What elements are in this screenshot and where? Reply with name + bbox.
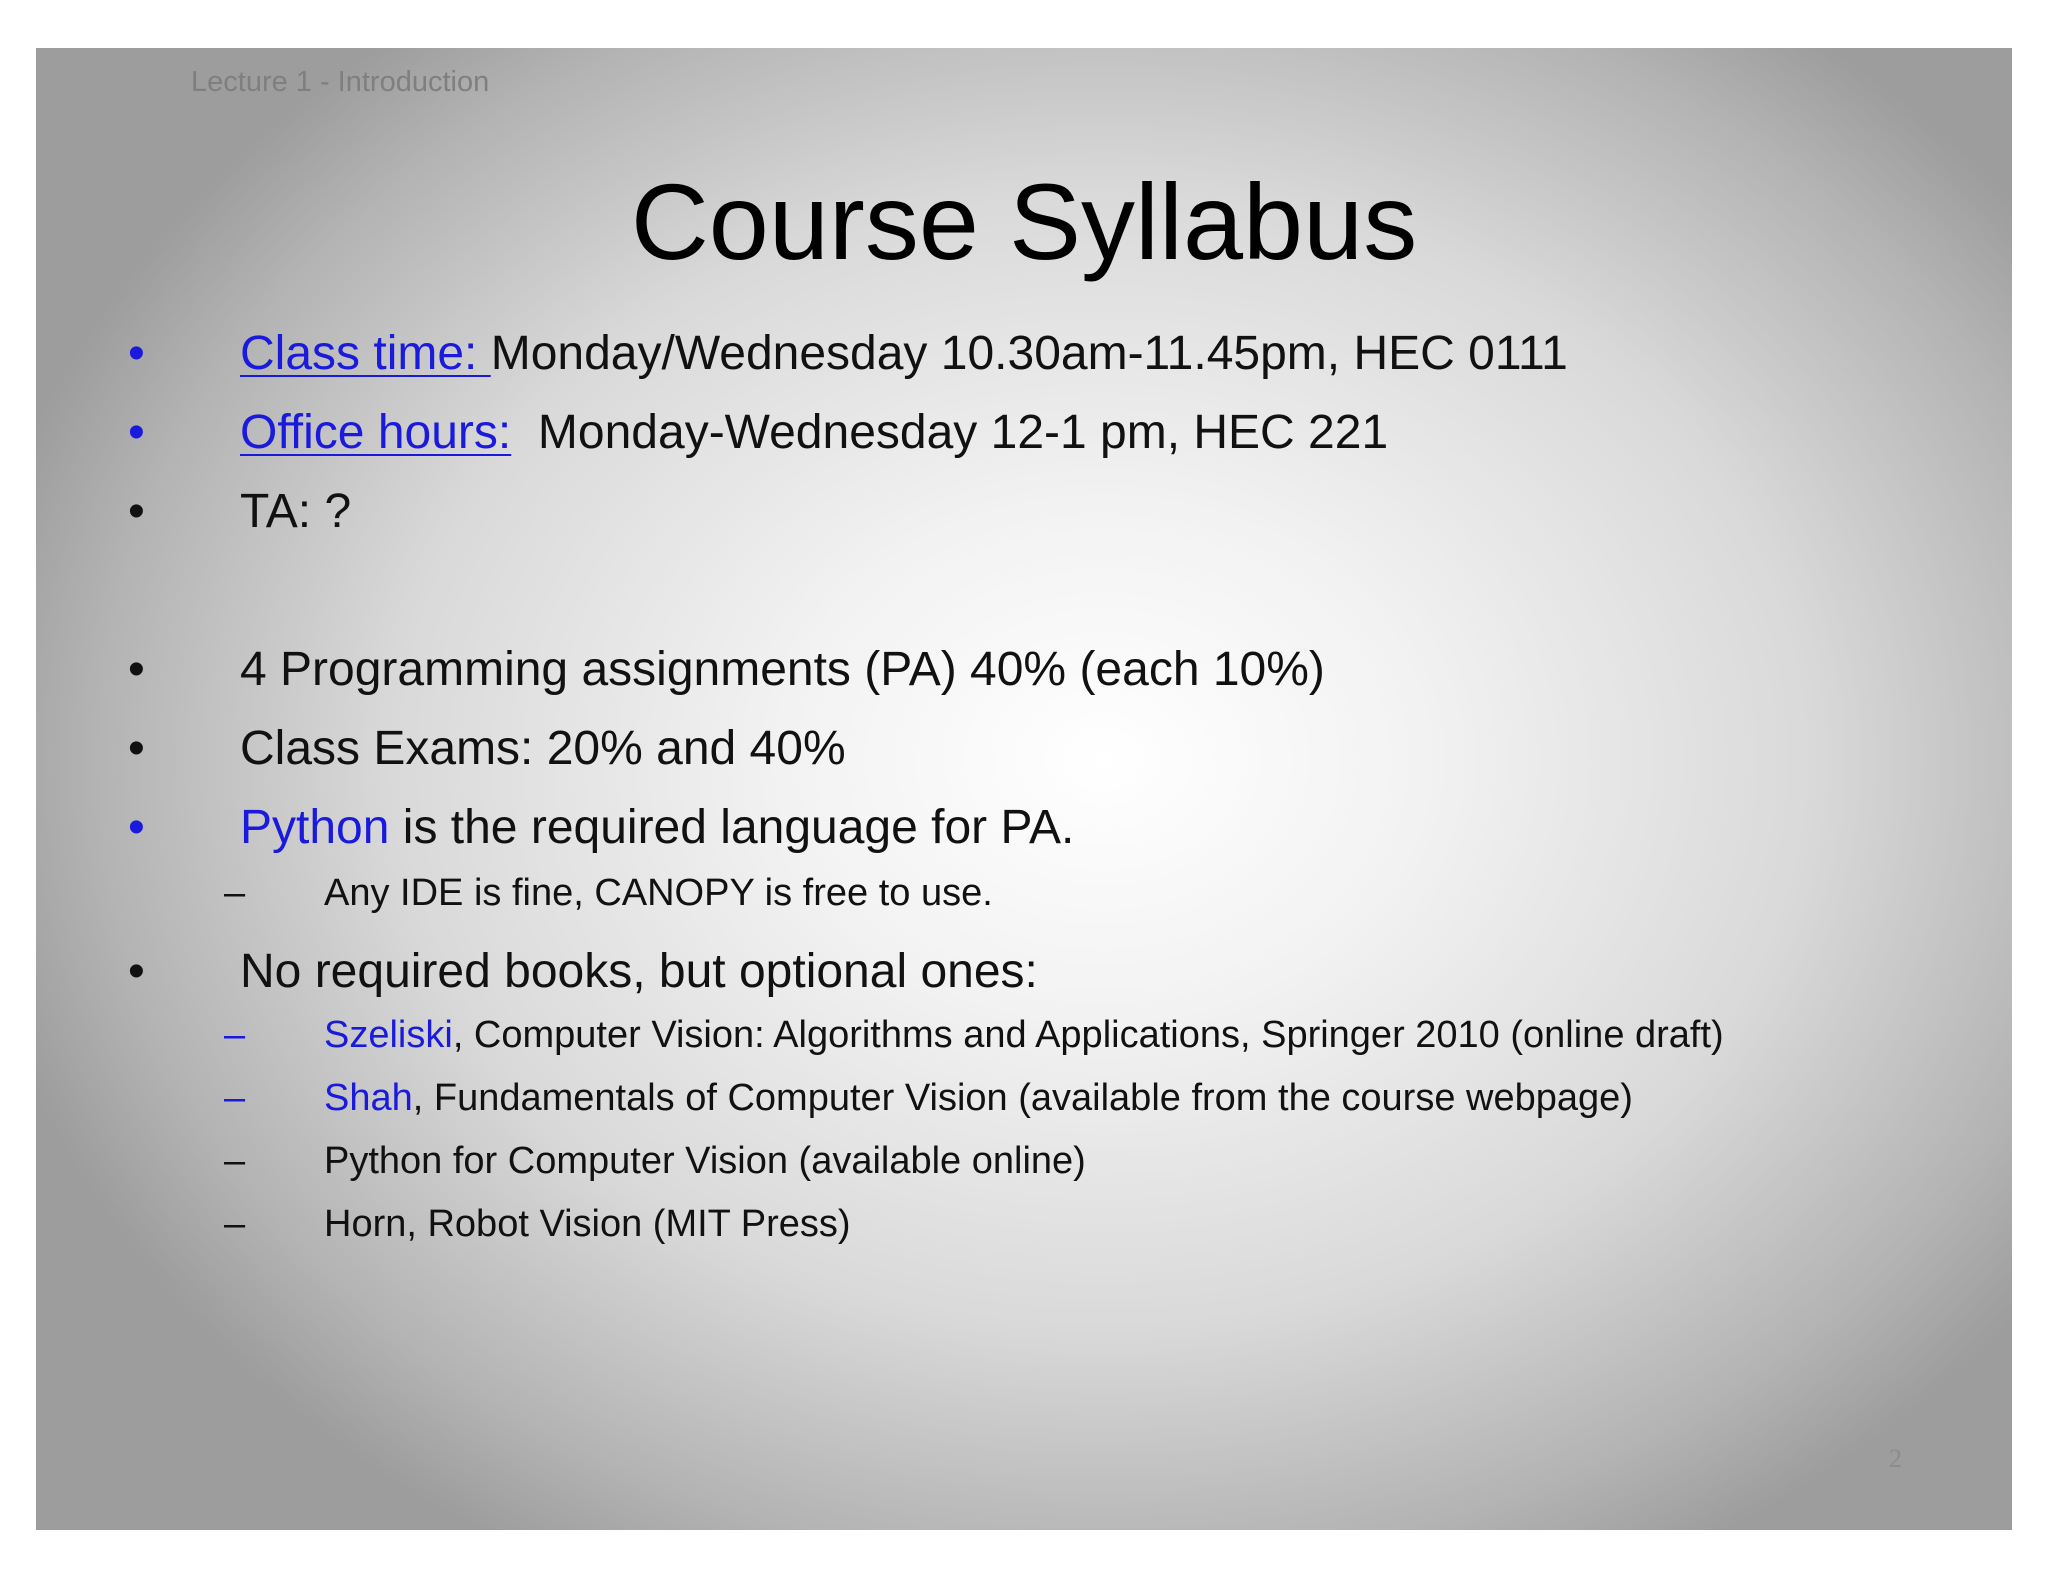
ta-text: TA: ? [240, 485, 352, 538]
bullet-icon: • [128, 327, 145, 380]
dash-icon: – [224, 1014, 246, 1056]
exams-text: Class Exams: 20% and 40% [240, 722, 846, 775]
programming-text: 4 Programming assignments (PA) 40% (each 10%) [240, 643, 1325, 696]
slide-title: Course Syllabus [630, 161, 1418, 282]
bullet-list [36, 48, 2012, 1530]
bullet-icon: • [128, 406, 145, 459]
dash-icon: – [224, 1140, 246, 1182]
shah-link[interactable]: Shah [324, 1077, 413, 1119]
bullet-icon: • [128, 485, 145, 538]
bullet-icon: • [128, 801, 145, 854]
lecture-header: Lecture 1 - Introduction [191, 66, 490, 98]
horn-text: Horn, Robot Vision (MIT Press) [324, 1203, 851, 1245]
office-hours-text: Monday-Wednesday 12-1 pm, HEC 221 [511, 406, 1389, 459]
slide [36, 48, 2012, 1530]
bottom-margin [0, 1530, 2048, 1582]
bullet-icon: • [128, 722, 145, 775]
dash-icon: – [224, 872, 246, 914]
dash-icon: – [224, 1203, 246, 1245]
shah-text: , Fundamentals of Computer Vision (available from the course webpage) [412, 1077, 1633, 1119]
page-number: 2 [1889, 1444, 1902, 1473]
python-text: is the required language for PA. [389, 801, 1075, 854]
office-hours-link[interactable]: Office hours: [240, 406, 512, 459]
class-time-link[interactable]: Class time: [240, 327, 491, 380]
szeliski-link[interactable]: Szeliski [324, 1014, 453, 1056]
python-cv-text: Python for Computer Vision (available online) [324, 1140, 1086, 1182]
bullet-icon: • [128, 643, 145, 696]
books-text: No required books, but optional ones: [240, 945, 1038, 998]
python-link[interactable]: Python [240, 801, 390, 854]
bullet-icon: • [128, 945, 145, 998]
dash-icon: – [224, 1077, 246, 1119]
ide-text: Any IDE is fine, CANOPY is free to use. [324, 872, 993, 914]
szeliski-text: , Computer Vision: Algorithms and Applications, Springer 2010 (online draft) [452, 1014, 1724, 1056]
class-time-text: Monday/Wednesday 10.30am-11.45pm, HEC 0111 [490, 327, 1568, 380]
